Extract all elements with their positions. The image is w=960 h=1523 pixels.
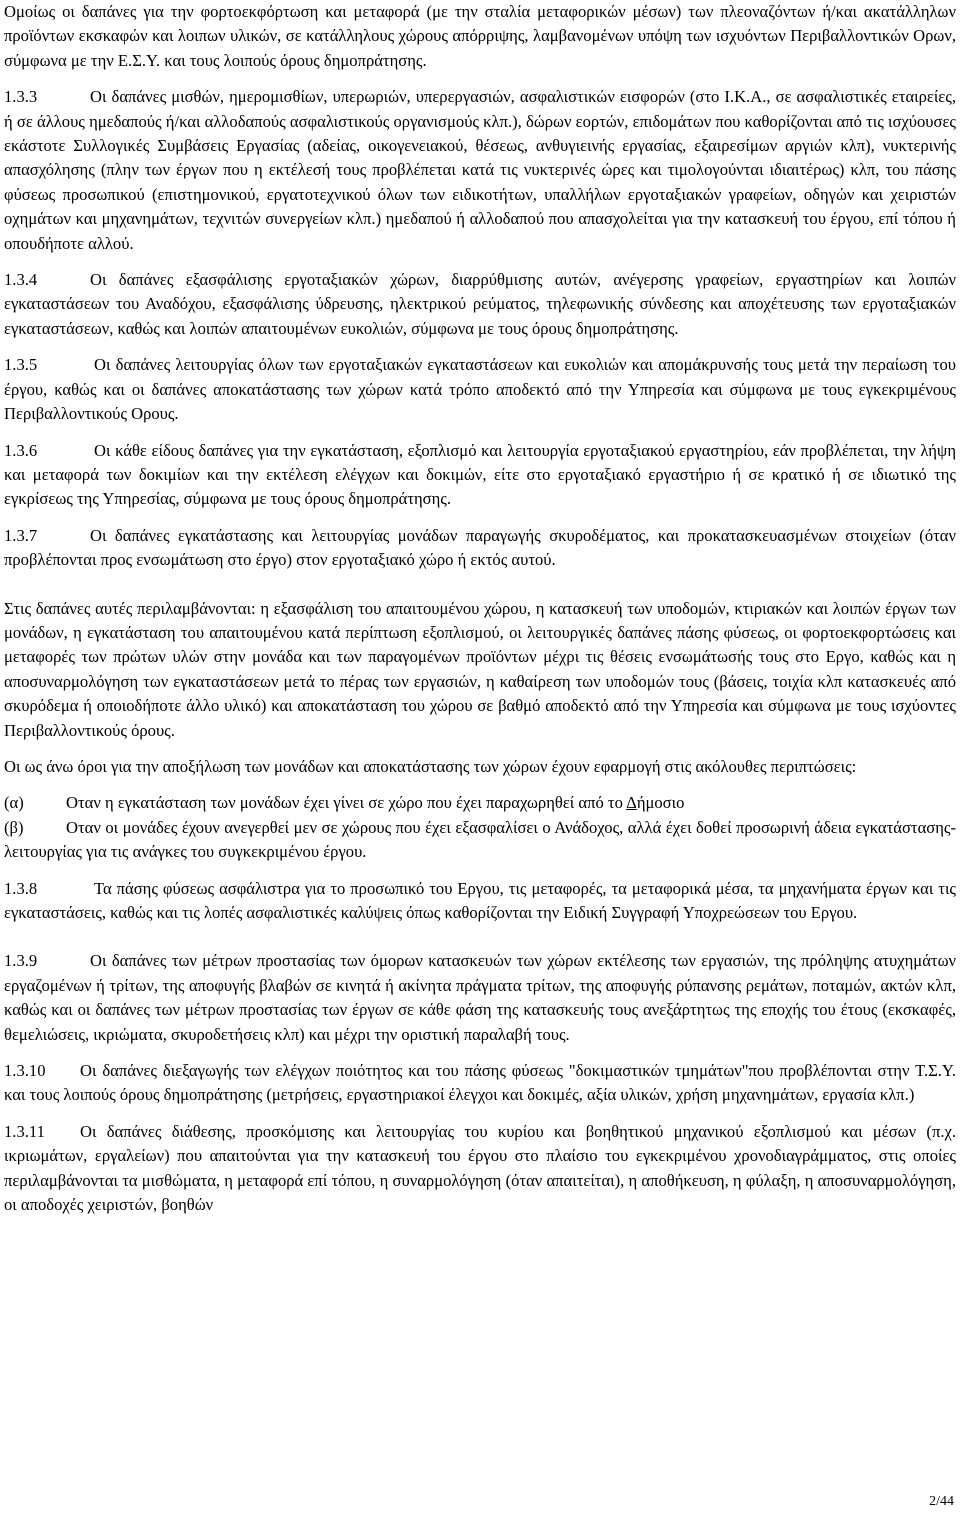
list-marker: (α) xyxy=(4,793,24,813)
section-1-3-3 xyxy=(4,85,956,256)
section-1-3-9 xyxy=(4,949,956,1047)
intro-paragraph: Ομοίως οι δαπάνες για την φορτοεκφόρτωση και μεταφορά (με την σταλία μεταφορικών μέσων) των πλεοναζόντων ή/και ακατάλληλων προϊόντων εκσκαφών και λοιπων υλικών, σε κατάλληλους χώρους απόρριψης, λαμβανομένων υπόψη των ισχυόντων Περιβαλλοντικών Ορων, σύμφωνα με την Ε.Σ.Υ. και τους λοιπούς όρους δημοπράτησης. xyxy=(4,2,956,70)
section-text: Οι κάθε είδους δαπάνες για την εγκατάσταση, εξοπλισμό και λειτουργία εργοταξιακού εργαστηρίου, εάν προβλέπεται, την λήψη και μεταφορά των δοκιμίων και την εκτέλεση ελέγχων και δοκιμών, είτε στο εργοταξιακό εργαστήριο ή σε κρατικό ή σε ιδιωτικό της εγκρίσεως της Υπηρεσίας, σύμφωνα με τους όρους δημοπράτησης. xyxy=(4,440,956,509)
section-1-3-7 xyxy=(4,524,956,573)
section-text: Οι δαπάνες διάθεσης, προσκόμισης και λειτουργίας του κυρίου και βοηθητικού μηχανικού εξοπλισμού και μέσων (π.χ. ικριωμάτων, εργαλείων) που απαιτούνται για την κατασκευή του έργου στο πλαίσιο του εγκεκριμένου χρονοδιαγράμματος, στις οποίες περιλαμβάνονται τα μισθώματα, η μεταφορά επί τόπου, η συναρμολόγηση (όταν απαιτείται), η αποθήκευση, η φύλαξη, η αποσυναρμολόγηση, οι αποδοχές χειριστών, βοηθών xyxy=(4,1121,956,1215)
list-item-underlined: Δ xyxy=(626,793,637,813)
page-number: 2/44 xyxy=(929,1494,954,1509)
section-text: Οι δαπάνες λειτουργίας όλων των εργοταξιακών εγκαταστάσεων και ευκολιών και απομάκρυνσής τους μετά την περαίωση του έργου, καθώς και οι δαπάνες αποκατάστασης των χώρων κατά τρόπο αποδεκτό από την Υπηρεσία και σύμφωνα με τους εγκεκριμένους Περιβαλλοντικούς Ορους. xyxy=(4,355,956,424)
document-page xyxy=(4,0,956,1217)
section-number: 1.3.11 xyxy=(4,1121,45,1141)
section-1-3-8 xyxy=(4,877,956,926)
section-number: 1.3.6 xyxy=(4,440,38,460)
section-1-3-4 xyxy=(4,268,956,341)
list-item-text-end: ήμοσιο xyxy=(636,793,685,813)
paragraph-included: Στις δαπάνες αυτές περιλαμβάνονται: η εξασφάλιση του απαιτουμένου χώρου, η κατασκευή των υποδομών, κτιριακών και λοιπών έργων των μονάδων, η εγκατάσταση του απαιτουμένου κατά περίπτωση εξοπλισμού, οι λειτουργικές δαπάνες πάσης φύσεως, οι φορτοεκφορτώσεις και μεταφορές των πρώτων υλών στην μονάδα και των παραγομένων προϊόντων μέχρι τις θέσεις ενσωμάτωσής τους στο Εργο, καθώς και η αποσυναρμολόγηση των εγκαταστάσεων μετά το πέρας των εργασιών, η καθαίρεση των υποδομών τους (βάσεις, τοιχία κλπ κατασκευές από σκυρόδεμα ή οποιοδήποτε άλλο υλικό) και αποκατάσταση του χώρου σε βαθμό αποδεκτό από την Υπηρεσία και σύμφωνα με τους ισχύοντες Περιβαλλοντικούς όρους. xyxy=(4,598,956,740)
list-item xyxy=(4,816,956,865)
section-1-3-5 xyxy=(4,353,956,426)
list-item-text: Οταν οι μονάδες έχουν ανεγερθεί μεν σε χώρους που έχει εξασφαλίσει ο Ανάδοχος, αλλά έχει δοθεί προσωρινή άδεια εγκατάστασης-λειτουργίας για τις ανάγκες του συγκεκριμένου έργου. xyxy=(4,817,956,862)
section-number: 1.3.5 xyxy=(4,355,38,375)
section-number: 1.3.10 xyxy=(4,1061,46,1081)
paragraph-terms: Οι ως άνω όροι για την αποξήλωση των μονάδων και αποκατάστασης των χώρων έχουν εφαρμογή στις ακόλουθες περιπτώσεις: xyxy=(4,756,857,776)
cases-list xyxy=(4,791,956,864)
section-number: 1.3.4 xyxy=(4,270,38,290)
section-1-3-10 xyxy=(4,1059,956,1108)
list-item xyxy=(4,791,956,815)
section-text: Οι δαπάνες εξασφάλισης εργοταξιακών χώρων, διαρρύθμισης αυτών, ανέγερσης γραφείων, εργαστηρίων και λοιπών εγκαταστάσεων του Αναδόχου, εξασφάλισης ύδρευσης, ηλεκτρικού ρεύματος, τηλεφωνικής σύνδεσης και αποχέτευσης των εργοταξιακών εγκαταστάσεων, καθώς και λοιπών απαιτουμένων ευκολιών, σύμφωνα με τους όρους δημοπράτησης. xyxy=(4,270,956,338)
section-text: Οι δαπάνες διεξαγωγής των ελέγχων ποιότητος και του πάσης φύσεως "δοκιμαστικών τμημάτων"που προβλέπονται στην Τ.Σ.Υ. και τους λοιπούς όρους δημοπράτησης (μετρήσεις, εργαστηριακοί έλεγχοι και δοκιμές, αξία υλικών, χρήση μηχανημάτων, εργασία κλπ.) xyxy=(4,1061,956,1105)
section-text: Οι δαπάνες μισθών, ημερομισθίων, υπερωριών, υπερεργασιών, ασφαλιστικών εισφορών (στο Ι.Κ.Α., σε ασφαλιστικές εταιρείες, ή σε άλλους ημεδαπούς ή/και αλλοδαπούς ασφαλιστικούς οργανισμούς κλπ.), δώρων εορτών, επιδομάτων που καθορίζονται από τις ισχύουσες εκάστοτε Συλλογικές Συμβάσεις Εργασίας (αδείας, οικογενειακού, θέσεως, ανθυγιεινής εργασίας, εξαιρεσίμων αργιών κλπ), νυκτερινής απασχόλησης (πλην των έργων που η εκτέλεσή τους προβλέπεται κατά τις νυκτερινές ώρες και τιμολογούνται ιδιαιτέρως) κλπ, του πάσης φύσεως προσωπικού (επιστημονικού, εργατοτεχνικού όλων των ειδικοτήτων, υπαλλήλων εργοταξιακών γραφείων, οδηγών και χειριστών οχημάτων και μηχανημάτων, τεχνιτών συνεργείων κλπ.) ημεδαπού ή αλλοδαπού που απασχολείται για την κατασκευή του έργου, επί τόπου ή οπουδήποτε αλλού. xyxy=(4,87,956,253)
list-item-text: Οταν η εγκατάσταση των μονάδων έχει γίνει σε χώρο που έχει παραχωρηθεί από το xyxy=(66,793,627,813)
section-number: 1.3.3 xyxy=(4,87,38,107)
section-1-3-11 xyxy=(4,1120,956,1218)
section-text: Οι δαπάνες εγκατάστασης και λειτουργίας μονάδων παραγωγής σκυροδέματος, και προκατασκευασμένων στοιχείων (όταν προβλέπονται προς ενσωμάτωση στο έργο) στον εργοταξιακό χώρο ή εκτός αυτού. xyxy=(4,525,956,570)
section-text: Οι δαπάνες των μέτρων προστασίας των όμορων κατασκευών των χώρων εκτέλεσης των εργασιών, της πρόληψης ατυχημάτων εργαζομένων ή τρίτων, της αποφυγής βλαβών σε κινητά ή ακίνητα πράγματα τρίτων, της αποφυγής ρύπανσης ρεμάτων, ποταμών, ακτών κλπ, καθώς και οι δαπάνες των μέτρων προστασίας των έργων σε κάθε φάση της κατασκευής τους ανεξάρτητως της εποχής του έτους (εκσκαφές, θεμελιώσεις, ικριώματα, σκυροδετήσεις κλπ) και μέχρι την οριστική παραλαβή τους. xyxy=(4,951,956,1044)
section-number: 1.3.8 xyxy=(4,878,38,898)
list-marker: (β) xyxy=(4,817,24,837)
section-1-3-6 xyxy=(4,439,956,512)
section-text: Τα πάσης φύσεως ασφάλιστρα για το προσωπικό του Εργου, τις μεταφορές, τα μεταφορικά μέσα, τα μηχανήματα έργων και τις εγκαταστάσεις, καθώς και τις λοπές ασφαλιστικές καλύψεις όπως καθορίζονται την Ειδική Συγγραφή Υποχρεώσεων του Εργου. xyxy=(4,878,956,922)
section-number: 1.3.9 xyxy=(4,951,38,971)
section-number: 1.3.7 xyxy=(4,525,38,545)
